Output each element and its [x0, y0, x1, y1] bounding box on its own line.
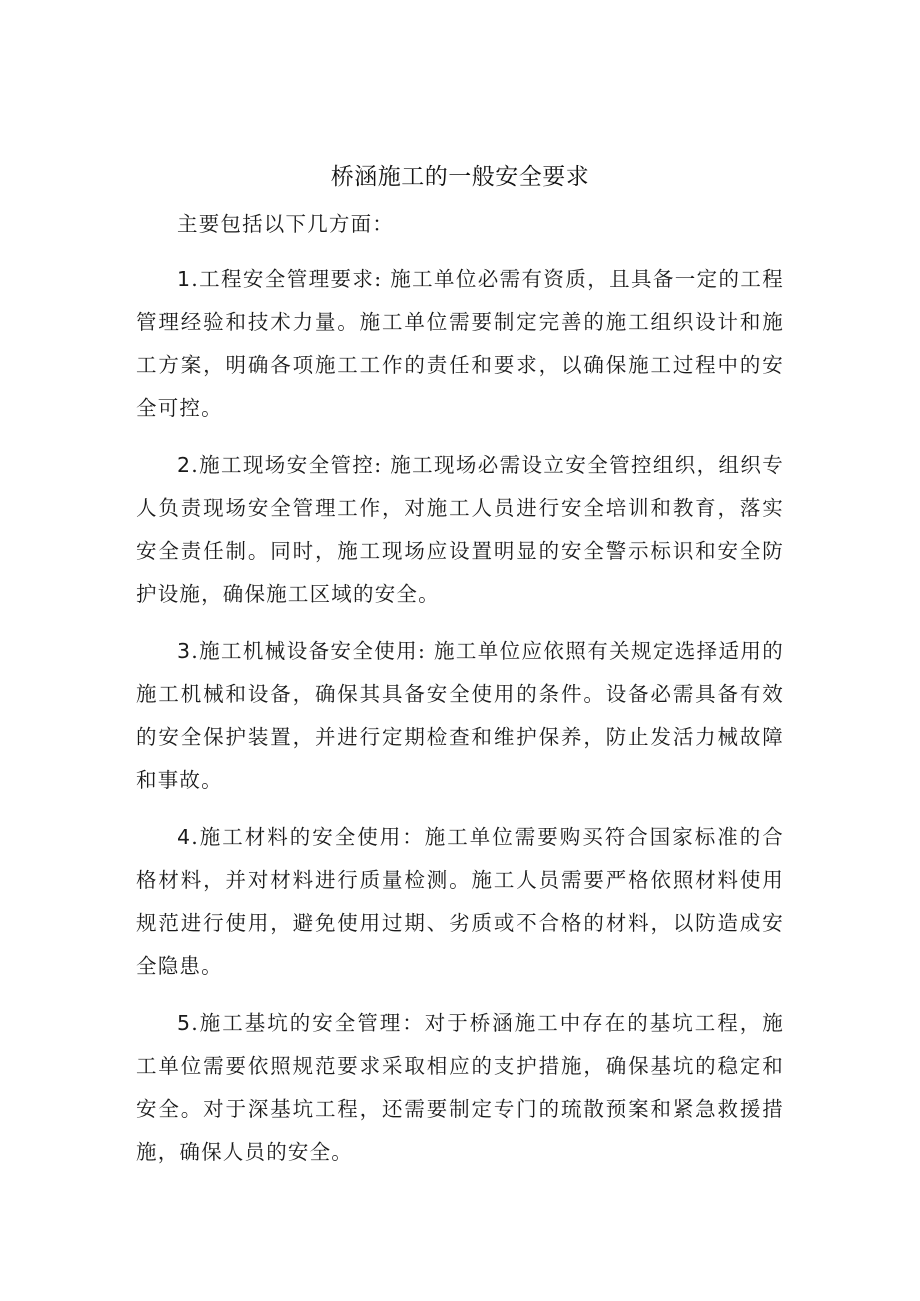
document-title: 桥涵施工的一般安全要求 — [330, 164, 590, 190]
intro-paragraph: 主要包括以下几方面： — [177, 212, 394, 236]
section-5-text: .施工基坑的安全管理：对于桥涵施工中存在的基坑工程，施工单位需要依照规范要求采取相应的支护措施，确保基坑的稳定和安全。对于深基坑工程，还需要制定专门的琉散预案和紧急救援措施，确保人员的安全。 — [136, 1011, 784, 1164]
section-3-text: .施工机械设备安全使用: 施工单位应依照有关规定选择适用的施工机械和设备，确保其具备安全使用的条件。设备必需具备有效的安全保护装置，并进行定期检查和维护保养，防止发活力械故障和事故。 — [136, 639, 784, 792]
section-2-paragraph — [136, 444, 784, 616]
section-2-text: .施工现场安全管控: 施工现场必需设立安全管控组织，组织专人负责现场安全管理工作，对施工人员进行安全培训和教育，落实安全责任制。同时，施工现场应设置明显的安全警示标识和安全防护设施，确保施工区域的安全。 — [136, 453, 784, 606]
section-3-number: 3 — [177, 639, 192, 663]
section-1-paragraph — [136, 258, 784, 430]
section-1-number: 1 — [177, 267, 192, 291]
document-body — [136, 203, 784, 1188]
section-3-paragraph — [136, 630, 784, 802]
section-5-paragraph — [136, 1002, 784, 1174]
section-4-text: .施工材料的安全使用：施工单位需要购买符合国家标准的合格材料，并对材料进行质量检测。施工人员需要严格依照材料使用规范进行使用，避免使用过期、劣质或不合格的材料，以防造成安全隐患。 — [136, 825, 784, 978]
section-4-number: 4 — [177, 825, 192, 849]
section-1-text: .工程安全管理要求: 施工单位必需有资质，且具备一定的工程管理经验和技术力量。施工单位需要制定完善的施工组织设计和施工方案，明确各项施工工作的责任和要求，以确保施工过程中的安全可控。 — [136, 267, 784, 420]
section-4-paragraph — [136, 816, 784, 988]
section-2-number: 2 — [177, 453, 192, 477]
section-5-number: 5 — [177, 1011, 192, 1035]
